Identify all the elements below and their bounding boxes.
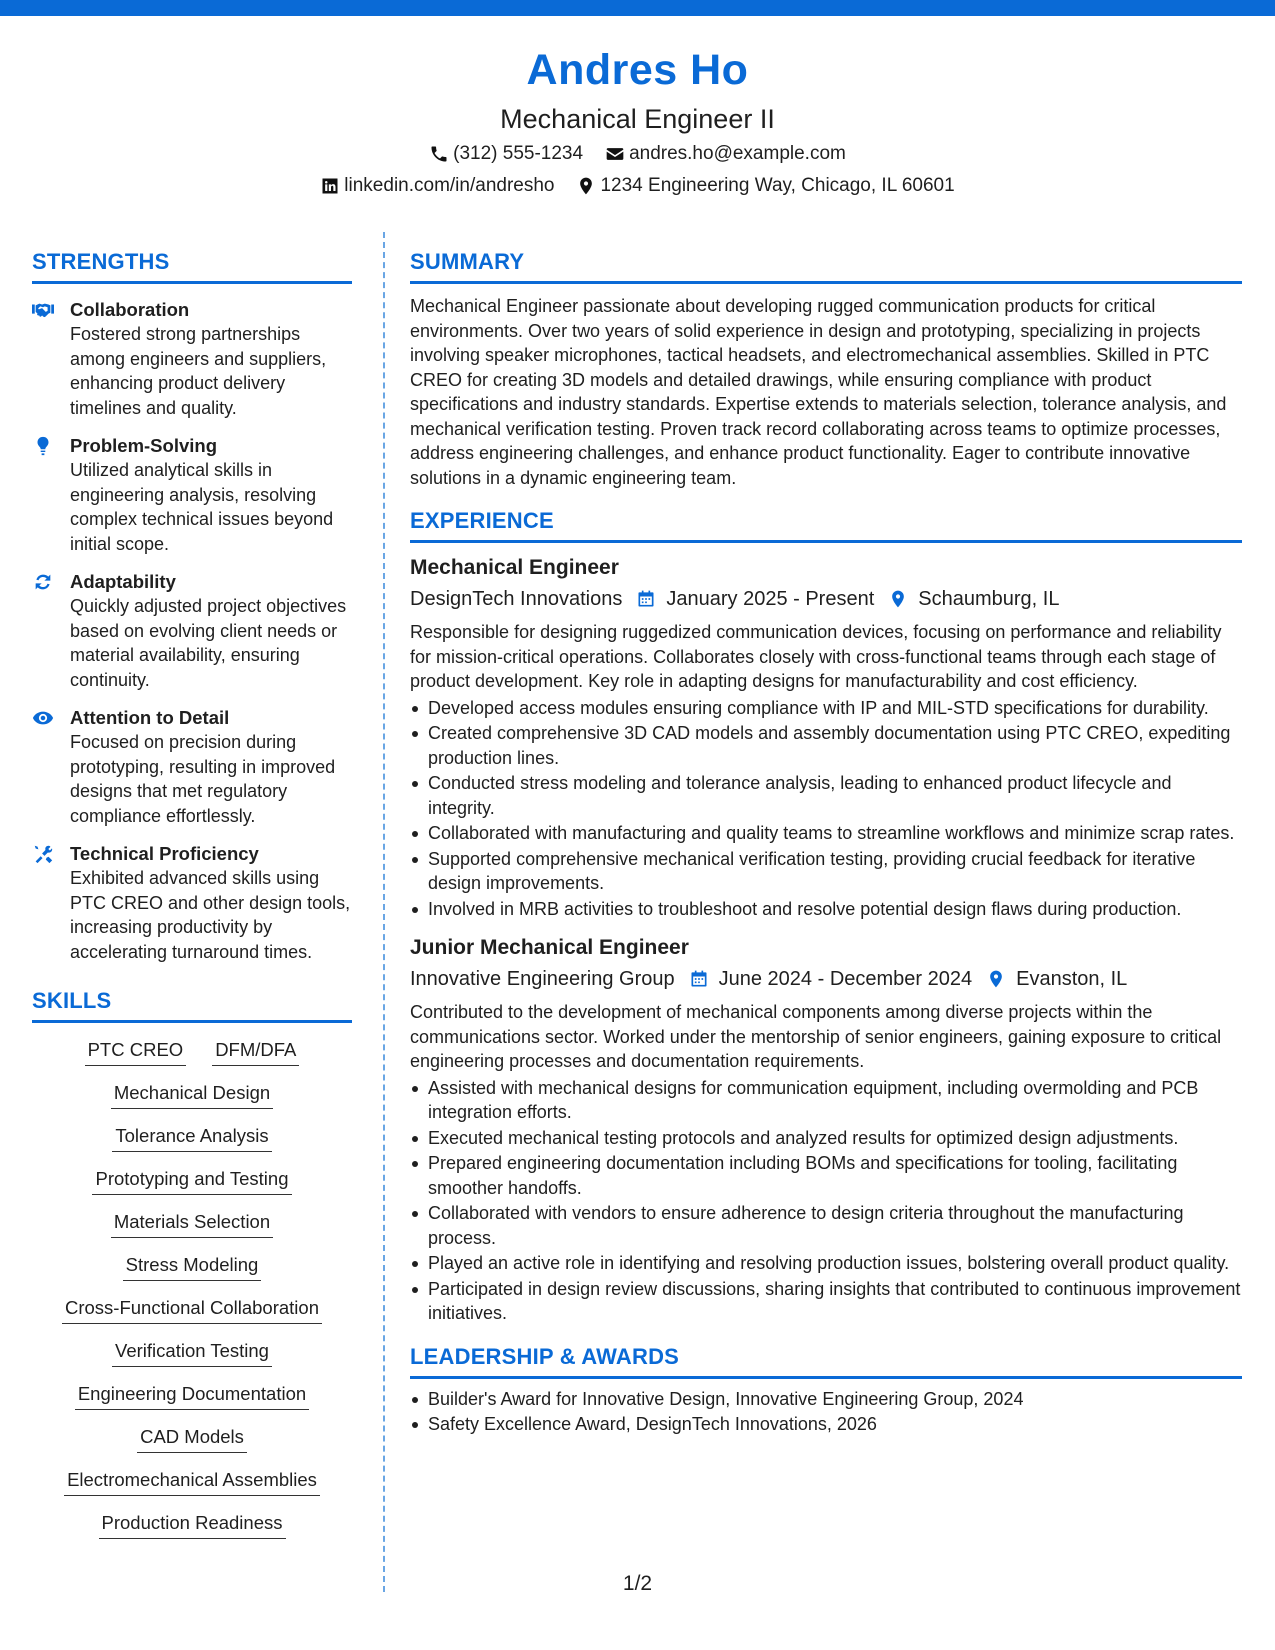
list-item: Assisted with mechanical designs for communication equipment, including overmolding and PCB integration efforts. [410,1076,1242,1125]
awards-heading: LEADERSHIP & AWARDS [410,1342,1242,1379]
experience-heading: EXPERIENCE [410,506,1242,543]
job-company: Innovative Engineering Group [410,968,675,990]
strength-desc: Utilized analytical skills in engineering analysis, resolving complex technical issues beyond initial scope. [70,460,334,554]
list-item: Collaborated with manufacturing and quality teams to streamline workflows and minimize scrap rates. [410,821,1242,846]
contact-line-2 [0,172,1275,200]
job-bullets [410,1076,1242,1326]
skill-tag: Prototyping and Testing [92,1166,291,1195]
linkedin-text: linkedin.com/in/andresho [344,175,555,196]
eye-icon [32,708,54,728]
job-entry [410,933,1242,1326]
list-item: Developed access modules ensuring compliance with IP and MIL-STD specifications for durability. [410,696,1242,721]
skill-tag: PTC CREO [85,1037,187,1066]
skill-tag: Tolerance Analysis [112,1123,271,1152]
strength-desc: Focused on precision during prototyping, resulting in improved designs that met regulatory compliance effortlessly. [70,732,336,826]
job-title: Junior Mechanical Engineer [410,936,689,959]
list-item: Builder's Award for Innovative Design, Innovative Engineering Group, 2024 [410,1387,1242,1412]
job-bullets [410,696,1242,922]
skill-tag: Verification Testing [112,1338,272,1367]
strength-desc: Quickly adjusted project objectives based on evolving client needs or material availability, ensuring continuity. [70,596,347,690]
summary-text: Mechanical Engineer passionate about developing rugged communication products for critical environments. Over two years of solid experience in design and prototyping, specializing in projects involving speaker microphones, tactical headsets, and electromechanical assemblies. Skilled in PTC CREO for creating 3D models and detailed drawings, while ensuring compliance with product specifications and industry standards. Expertise extends to materials selection, tolerance analysis, and mechanical verification testing. Proven track record collaborating across teams to optimize processes, address engineering challenges, and enhance product functionality. Eager to contribute innovative solutions in a dynamic engineering team. [410,296,1227,488]
page-number: 1/2 [622,1572,653,1595]
top-accent-bar [0,0,1275,16]
job-location: Schaumburg, IL [918,588,1060,610]
skill-tag: Cross-Functional Collaboration [62,1295,322,1324]
job-company: DesignTech Innovations [410,588,623,610]
job-description: Contributed to the development of mechanical components among diverse projects within the communications sector. Worked under the mentorship of senior engineers, gaining exposure to critical engineering processes and documentation requirements. [410,1002,1222,1071]
resume-header [0,40,1275,200]
right-column [410,247,1242,1437]
list-item: Prepared engineering documentation including BOMs and specifications for tooling, facilitating smoother handoffs. [410,1151,1242,1200]
left-column [32,247,352,1539]
address-contact [576,172,954,200]
skill-tag: Stress Modeling [123,1252,262,1281]
tools-icon [32,844,54,864]
list-item: Executed mechanical testing protocols and analyzed results for optimized design adjustments. [410,1126,1242,1151]
linkedin-contact[interactable] [320,172,554,200]
skill-tag: Electromechanical Assemblies [64,1467,320,1496]
calendar-icon [689,969,709,989]
list-item: Played an active role in identifying and resolving production issues, bolstering overall product quality. [410,1251,1242,1276]
column-divider [383,232,385,1592]
list-item: Involved in MRB activities to troubleshoot and resolve potential design flaws during production. [410,897,1242,922]
map-pin-icon [986,969,1006,989]
calendar-icon [636,589,656,609]
list-item: Conducted stress modeling and tolerance analysis, leading to enhanced product lifecycle and integrity. [410,771,1242,820]
strength-desc: Fostered strong partnerships among engineers and suppliers, enhancing product delivery timelines and quality. [70,324,327,418]
skill-tag: CAD Models [137,1424,247,1453]
list-item: Collaborated with vendors to ensure adherence to design criteria throughout the manufacturing process. [410,1201,1242,1250]
handshake-icon [32,300,54,320]
strength-item [32,434,352,556]
candidate-title: Mechanical Engineer II [500,104,775,134]
strength-title: Attention to Detail [70,707,230,728]
strengths-heading: STRENGTHS [32,247,352,284]
job-entry [410,553,1242,921]
job-description: Responsible for designing ruggedized communication devices, focusing on performance and reliability for mission-critical operations. Collaborates closely with cross-functional teams through each stage of product development. Key role in adapting designs for manufacturability and cost efficiency. [410,622,1222,691]
skill-tag: Mechanical Design [111,1080,273,1109]
strength-item [32,706,352,828]
lightbulb-icon [32,436,54,456]
skill-tag: Engineering Documentation [75,1381,309,1410]
awards-list [410,1387,1242,1437]
email-text: andres.ho@example.com [629,143,846,164]
linkedin-icon [320,176,340,196]
skills-heading: SKILLS [32,986,352,1023]
phone-contact[interactable] [429,140,583,168]
list-item: Participated in design review discussions, sharing insights that contributed to continuous improvement initiatives. [410,1277,1242,1326]
job-meta [410,964,1242,994]
job-dates: June 2024 - December 2024 [718,968,973,990]
strength-title: Collaboration [70,299,190,320]
strength-title: Problem-Solving [70,435,217,456]
phone-icon [429,144,449,164]
job-location: Evanston, IL [1016,968,1128,990]
address-text: 1234 Engineering Way, Chicago, IL 60601 [600,175,955,196]
strength-item [32,842,352,964]
job-title: Mechanical Engineer [410,556,619,579]
map-pin-icon [576,176,596,196]
strength-item [32,298,352,420]
strength-title: Adaptability [70,571,176,592]
skill-tag: Production Readiness [99,1510,286,1539]
skill-tag: Materials Selection [111,1209,273,1238]
skills-list [32,1037,352,1539]
contact-line-1 [0,140,1275,168]
sync-icon [32,572,54,592]
email-contact[interactable] [605,140,846,168]
candidate-name: Andres Ho [526,46,749,94]
skill-tag: DFM/DFA [212,1037,299,1066]
phone-text: (312) 555-1234 [453,143,584,164]
summary-heading: SUMMARY [410,247,1242,284]
strength-title: Technical Proficiency [70,843,259,864]
job-dates: January 2025 - Present [666,588,875,610]
list-item: Supported comprehensive mechanical verification testing, providing crucial feedback for iterative design improvements. [410,847,1242,896]
strength-item [32,570,352,692]
job-meta [410,584,1242,614]
list-item: Created comprehensive 3D CAD models and assembly documentation using PTC CREO, expediting production lines. [410,721,1242,770]
list-item: Safety Excellence Award, DesignTech Innovations, 2026 [410,1412,1242,1437]
map-pin-icon [888,589,908,609]
envelope-icon [605,144,625,164]
strength-desc: Exhibited advanced skills using PTC CREO and other design tools, increasing productivity by accelerating turnaround times. [70,868,351,962]
